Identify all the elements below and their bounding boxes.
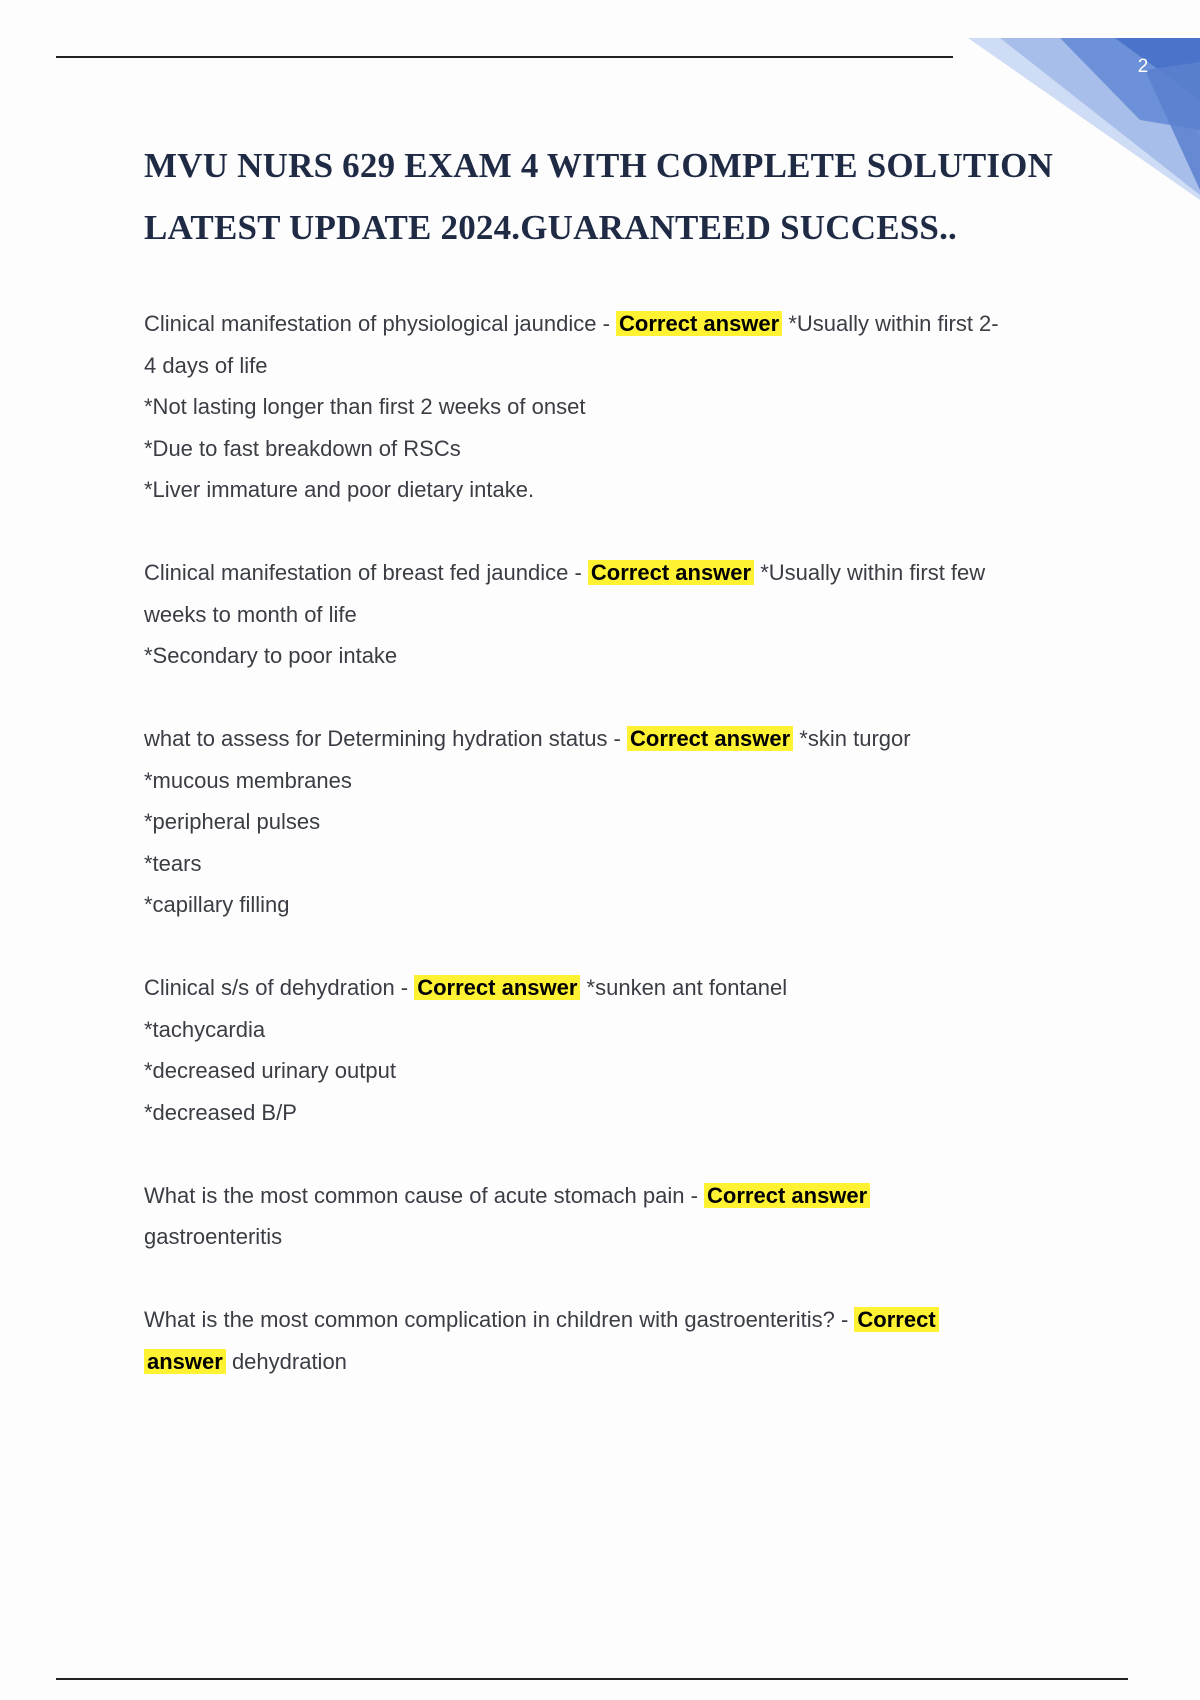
qa-item-breast-fed-jaundice bbox=[144, 552, 1084, 677]
question-text: Clinical manifestation of breast fed jaundice - bbox=[144, 560, 588, 585]
answer-line: *tachycardia bbox=[144, 1016, 266, 1042]
footer-rule bbox=[56, 1678, 1128, 1680]
qa-item-gastroenteritis-complication bbox=[144, 1299, 1084, 1382]
answer-line: *Due to fast breakdown of RSCs bbox=[144, 435, 461, 461]
answer-line: *capillary filling bbox=[144, 892, 290, 917]
document-title bbox=[144, 135, 1084, 259]
answer-line: *Liver immature and poor dietary intake. bbox=[144, 477, 535, 502]
question-text: Clinical manifestation of physiological jaundice - bbox=[144, 311, 617, 336]
question-text: Clinical s/s of dehydration - bbox=[144, 975, 415, 1000]
answer-line: *decreased B/P bbox=[144, 1099, 297, 1125]
qa-first-line bbox=[144, 967, 1084, 1009]
qa-first-line bbox=[144, 552, 1084, 594]
qa-first-line bbox=[144, 1299, 1084, 1341]
qa-item-physiological-jaundice bbox=[144, 303, 1084, 511]
answer-line: *mucous membranes bbox=[144, 767, 352, 793]
answer-text: dehydration bbox=[225, 1348, 347, 1374]
answer-text: *sunken ant fontanel bbox=[580, 975, 788, 1000]
answer-line: *Not lasting longer than first 2 weeks of onset bbox=[144, 394, 586, 419]
qa-first-line bbox=[144, 1175, 1084, 1217]
answer-line: 4 days of life bbox=[144, 352, 268, 378]
correct-answer-label: Correct answer bbox=[616, 311, 782, 336]
qa-first-line bbox=[144, 303, 1084, 345]
title-line-2: LATEST UPDATE 2024.GUARANTEED SUCCESS.. bbox=[144, 208, 957, 247]
correct-answer-label: Correct answer bbox=[414, 975, 580, 1000]
answer-line: *Secondary to poor intake bbox=[144, 643, 398, 668]
correct-answer-label-part2: answer bbox=[144, 1349, 226, 1374]
correct-answer-label-part1: Correct bbox=[854, 1307, 938, 1332]
answer-line: *decreased urinary output bbox=[144, 1058, 396, 1083]
answer-line: *tears bbox=[144, 850, 202, 876]
qa-item-hydration-status bbox=[144, 718, 1084, 926]
correct-answer-label: Correct answer bbox=[588, 560, 754, 585]
title-line-1: MVU NURS 629 EXAM 4 WITH COMPLETE SOLUTION bbox=[144, 146, 1054, 185]
question-text: what to assess for Determining hydration status - bbox=[144, 726, 627, 751]
question-text: What is the most common cause of acute stomach pain - bbox=[144, 1182, 705, 1208]
answer-line bbox=[144, 1341, 1084, 1383]
answer-text: *Usually within first few bbox=[754, 560, 986, 585]
answer-line: weeks to month of life bbox=[144, 601, 357, 627]
correct-answer-label: Correct answer bbox=[627, 726, 793, 751]
answer-text: *Usually within first 2- bbox=[782, 311, 999, 336]
answer-line: gastroenteritis bbox=[144, 1224, 283, 1249]
qa-item-dehydration-signs bbox=[144, 967, 1084, 1133]
page-number: 2 bbox=[1137, 56, 1149, 77]
answer-line: *peripheral pulses bbox=[144, 809, 321, 834]
qa-item-stomach-pain bbox=[144, 1175, 1084, 1258]
correct-answer-label: Correct answer bbox=[704, 1183, 870, 1208]
qa-list bbox=[144, 303, 1084, 1424]
answer-text: *skin turgor bbox=[793, 726, 911, 751]
header-rule bbox=[56, 56, 953, 58]
qa-first-line bbox=[144, 718, 1084, 760]
question-text: What is the most common complication in children with gastroenteritis? - bbox=[144, 1307, 855, 1332]
